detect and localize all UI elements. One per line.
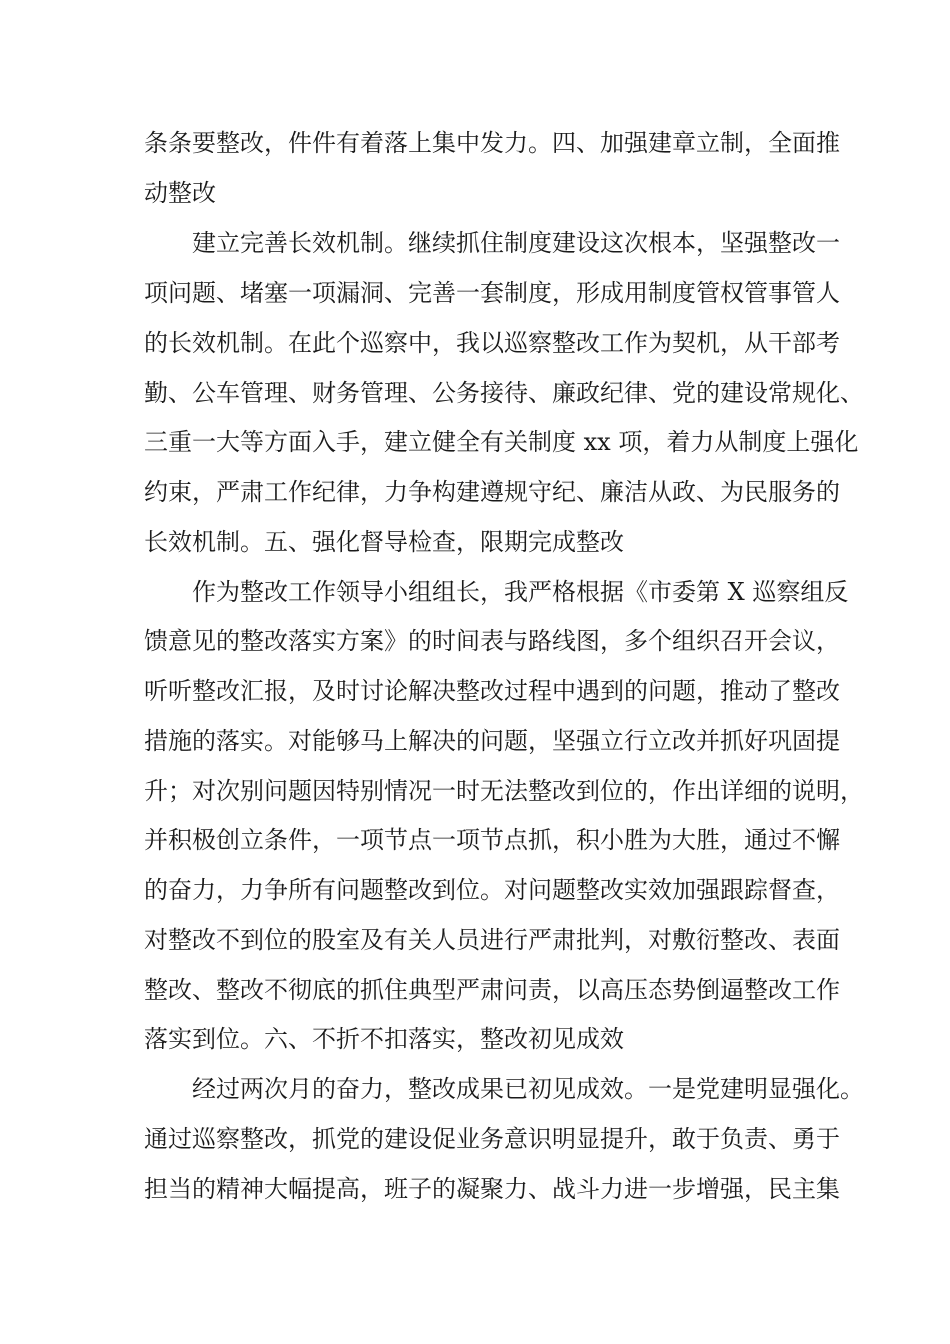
text-line: 经过两次月的奋力，整改成果已初见成效。一是党建明显强化。 <box>144 1075 864 1103</box>
text-line: 通过巡察整改，抓党的建设促业务意识明显提升，敢于负责、勇于 <box>144 1125 840 1153</box>
text-line: 对整改不到位的股室及有关人员进行严肃批判，对敷衍整改、表面 <box>144 926 840 954</box>
text-line: 三重一大等方面入手，建立健全有关制度 xx 项，着力从制度上强化 <box>144 428 859 456</box>
text-line: 的长效机制。在此个巡察中，我以巡察整改工作为契机，从干部考 <box>144 329 840 357</box>
text-line: 升；对次别问题因特别情况一时无法整改到位的，作出详细的说明， <box>144 777 864 805</box>
text-line: 落实到位。六、不折不扣落实，整改初见成效 <box>144 1025 624 1053</box>
text-line: 动整改 <box>144 179 216 207</box>
text-line: 约束，严肃工作纪律，力争构建遵规守纪、廉洁从政、为民服务的 <box>144 478 840 506</box>
text-line: 长效机制。五、强化督导检查，限期完成整改 <box>144 528 624 556</box>
text-line: 并积极创立条件，一项节点一项节点抓，积小胜为大胜，通过不懈 <box>144 826 840 854</box>
text-line: 馈意见的整改落实方案》的时间表与路线图，多个组织召开会议， <box>144 627 840 655</box>
text-line: 听听整改汇报，及时讨论解决整改过程中遇到的问题，推动了整改 <box>144 677 840 705</box>
text-line: 整改、整改不彻底的抓住典型严肃问责，以高压态势倒逼整改工作 <box>144 976 840 1004</box>
text-line: 的奋力，力争所有问题整改到位。对问题整改实效加强跟踪督查， <box>144 876 840 904</box>
text-line: 担当的精神大幅提高，班子的凝聚力、战斗力进一步增强，民主集 <box>144 1175 840 1203</box>
text-line: 项问题、堵塞一项漏洞、完善一套制度，形成用制度管权管事管人 <box>144 279 840 307</box>
text-line: 条条要整改，件件有着落上集中发力。四、加强建章立制，全面推 <box>144 129 840 157</box>
text-line: 措施的落实。对能够马上解决的问题，坚强立行立改并抓好巩固提 <box>144 727 840 755</box>
text-line: 建立完善长效机制。继续抓住制度建设这次根本，坚强整改一 <box>144 229 840 257</box>
text-line: 作为整改工作领导小组组长，我严格根据《市委第 X 巡察组反 <box>144 578 849 606</box>
text-line: 勤、公车管理、财务管理、公务接待、廉政纪律、党的建设常规化、 <box>144 379 864 407</box>
